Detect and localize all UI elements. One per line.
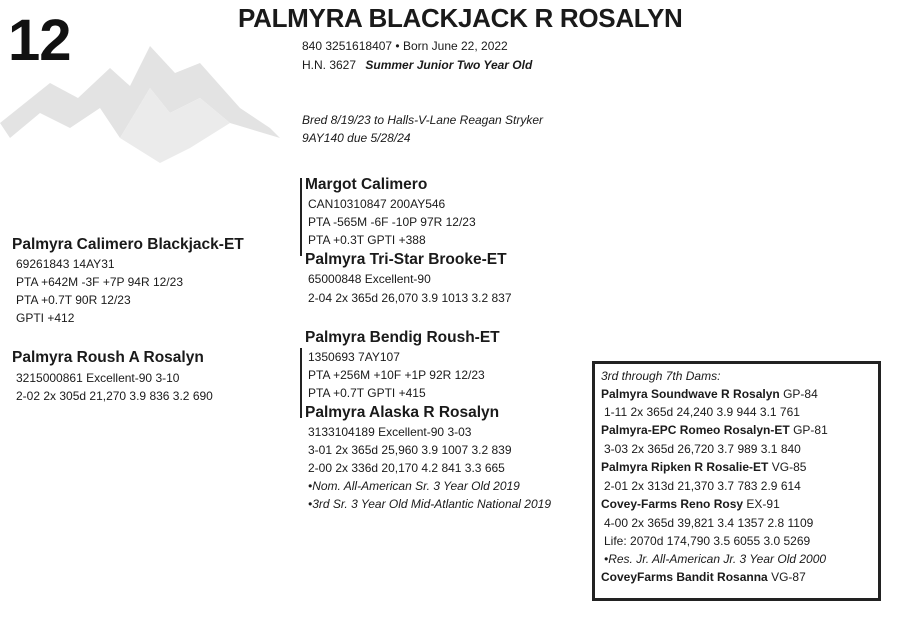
dam-line-1: 2-02 2x 305d 21,270 3.9 836 3.2 690	[16, 389, 213, 403]
pedigree-bracket	[300, 178, 302, 256]
dam-sire-name: Palmyra Bendig Roush-ET	[305, 329, 500, 346]
dam-line-0: 3215000861 Excellent-90 3-10	[16, 371, 180, 385]
dam-entry-name: Palmyra Ripken R Rosalie-ET VG-85	[601, 460, 807, 474]
dam-sire-line-0: 1350693 7AY107	[308, 350, 400, 364]
dam-dam-note-0: •Nom. All-American Sr. 3 Year Old 2019	[308, 479, 520, 493]
sire-line-2: PTA +0.7T 90R 12/23	[16, 293, 131, 307]
sire-sire-name: Margot Calimero	[305, 176, 428, 193]
sire-sire-line-2: PTA +0.3T GPTI +388	[308, 233, 426, 247]
sire-dam-name: Palmyra Tri-Star Brooke-ET	[305, 251, 507, 268]
dam-sire-line-2: PTA +0.7T GPTI +415	[308, 386, 426, 400]
sire-sire-line-1: PTA -565M -6F -10P 97R 12/23	[308, 215, 476, 229]
dam-entry-note: •Res. Jr. All-American Jr. 3 Year Old 2000	[604, 552, 827, 566]
sire-sire-line-0: CAN10310847 200AY546	[308, 197, 446, 211]
dam-sire-line-1: PTA +256M +10F +1P 92R 12/23	[308, 368, 485, 382]
dam-dam-line-1: 3-01 2x 365d 25,960 3.9 1007 3.2 839	[308, 443, 512, 457]
dam-entry-name: Palmyra Soundwave R Rosalyn GP-84	[601, 387, 818, 401]
sire-name: Palmyra Calimero Blackjack-ET	[12, 236, 244, 253]
animal-hn: H.N. 3627	[302, 58, 357, 72]
dam-entry-name: CoveyFarms Bandit Rosanna VG-87	[601, 570, 806, 584]
sire-dam-line-0: 65000848 Excellent-90	[308, 272, 431, 286]
dam-entry-line: 1-11 2x 365d 24,240 3.9 944 3.1 761	[604, 405, 800, 419]
dam-entry-name: Palmyra-EPC Romeo Rosalyn-ET GP-81	[601, 423, 828, 437]
dam-entry-line: Life: 2070d 174,790 3.5 6055 3.0 5269	[604, 534, 811, 548]
sire-line-1: PTA +642M -3F +7P 94R 12/23	[16, 275, 183, 289]
dam-entry-line: 3-03 2x 365d 26,720 3.7 989 3.1 840	[604, 442, 801, 456]
dam-name: Palmyra Roush A Rosalyn	[12, 349, 204, 366]
animal-award: Summer Junior Two Year Old	[365, 58, 533, 72]
dams-box-heading: 3rd through 7th Dams:	[601, 369, 721, 383]
animal-name: PALMYRA BLACKJACK R ROSALYN	[238, 3, 683, 33]
dam-dam-line-0: 3133104189 Excellent-90 3-03	[308, 425, 472, 439]
dam-dam-note-1: •3rd Sr. 3 Year Old Mid-Atlantic National 2019	[308, 497, 551, 511]
sire-dam-line-1: 2-04 2x 365d 26,070 3.9 1013 3.2 837	[308, 291, 512, 305]
dam-entry-name: Covey-Farms Reno Rosy EX-91	[601, 497, 780, 511]
sire-line-3: GPTI +412	[16, 311, 75, 325]
animal-id-born: 840 3251618407 • Born June 22, 2022	[302, 39, 508, 53]
dam-dam-line-2: 2-00 2x 336d 20,170 4.2 841 3.3 665	[308, 461, 505, 475]
dam-dam-name: Palmyra Alaska R Rosalyn	[305, 404, 500, 421]
bred-line-2: 9AY140 due 5/28/24	[302, 131, 411, 145]
lot-number: 12	[8, 8, 71, 73]
dam-entry-line: 2-01 2x 313d 21,370 3.7 783 2.9 614	[604, 479, 801, 493]
pedigree-bracket	[300, 348, 302, 418]
animal-hn-line	[302, 56, 532, 74]
sire-line-0: 69261843 14AY31	[16, 257, 115, 271]
bred-line-1: Bred 8/19/23 to Halls-V-Lane Reagan Stryker	[302, 113, 544, 127]
dam-entry-line: 4-00 2x 365d 39,821 3.4 1357 2.8 1109	[604, 516, 814, 530]
